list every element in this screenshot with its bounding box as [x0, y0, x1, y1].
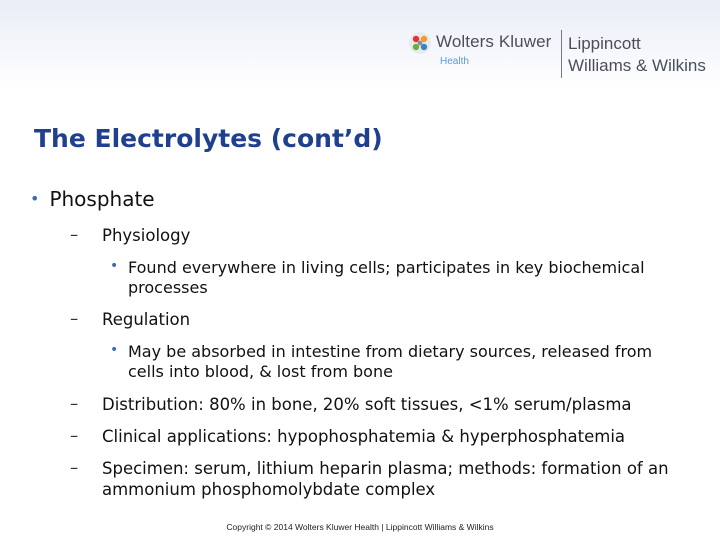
- brand-sub: Health: [440, 56, 469, 67]
- sub-list-item-text: May be absorbed in intestine from dietary sources, released from cells into blood, & lost from bone: [128, 342, 653, 381]
- list-item-text: Physiology: [102, 226, 191, 245]
- publisher-line-1: Lippincott: [568, 34, 641, 53]
- list-item-text: Regulation: [102, 310, 191, 329]
- main-bullet: [30, 187, 155, 211]
- copyright-footer: Copyright © 2014 Wolters Kluwer Health | Lippincott Williams & Wilkins: [226, 522, 494, 532]
- wolters-kluwer-logo-icon: [408, 31, 432, 55]
- dash-marker: –: [70, 225, 79, 244]
- bullet-icon: •: [110, 342, 119, 358]
- bullet-icon: •: [110, 258, 119, 274]
- bullet-icon: •: [30, 189, 40, 208]
- list-item-text: Clinical applications: hypophosphatemia & hyperphosphatemia: [102, 427, 626, 446]
- slide-title: The Electrolytes (cont’d): [34, 124, 383, 153]
- publisher-line-2: Williams & Wilkins: [568, 56, 706, 75]
- brand-name: Wolters Kluwer: [436, 32, 552, 51]
- list-item-text: Distribution: 80% in bone, 20% soft tissues, <1% serum/plasma: [102, 395, 632, 414]
- dash-marker: –: [70, 458, 79, 477]
- sub-list-item-text: Found everywhere in living cells; participates in key biochemical processes: [128, 258, 645, 297]
- logo-divider: [561, 30, 562, 78]
- main-bullet-text: Phosphate: [49, 187, 155, 211]
- list-item-text: Specimen: serum, lithium heparin plasma; methods: formation of an ammonium phosphomolybdate complex: [102, 459, 669, 499]
- dash-marker: –: [70, 426, 79, 445]
- dash-marker: –: [70, 394, 79, 413]
- dash-marker: –: [70, 309, 79, 328]
